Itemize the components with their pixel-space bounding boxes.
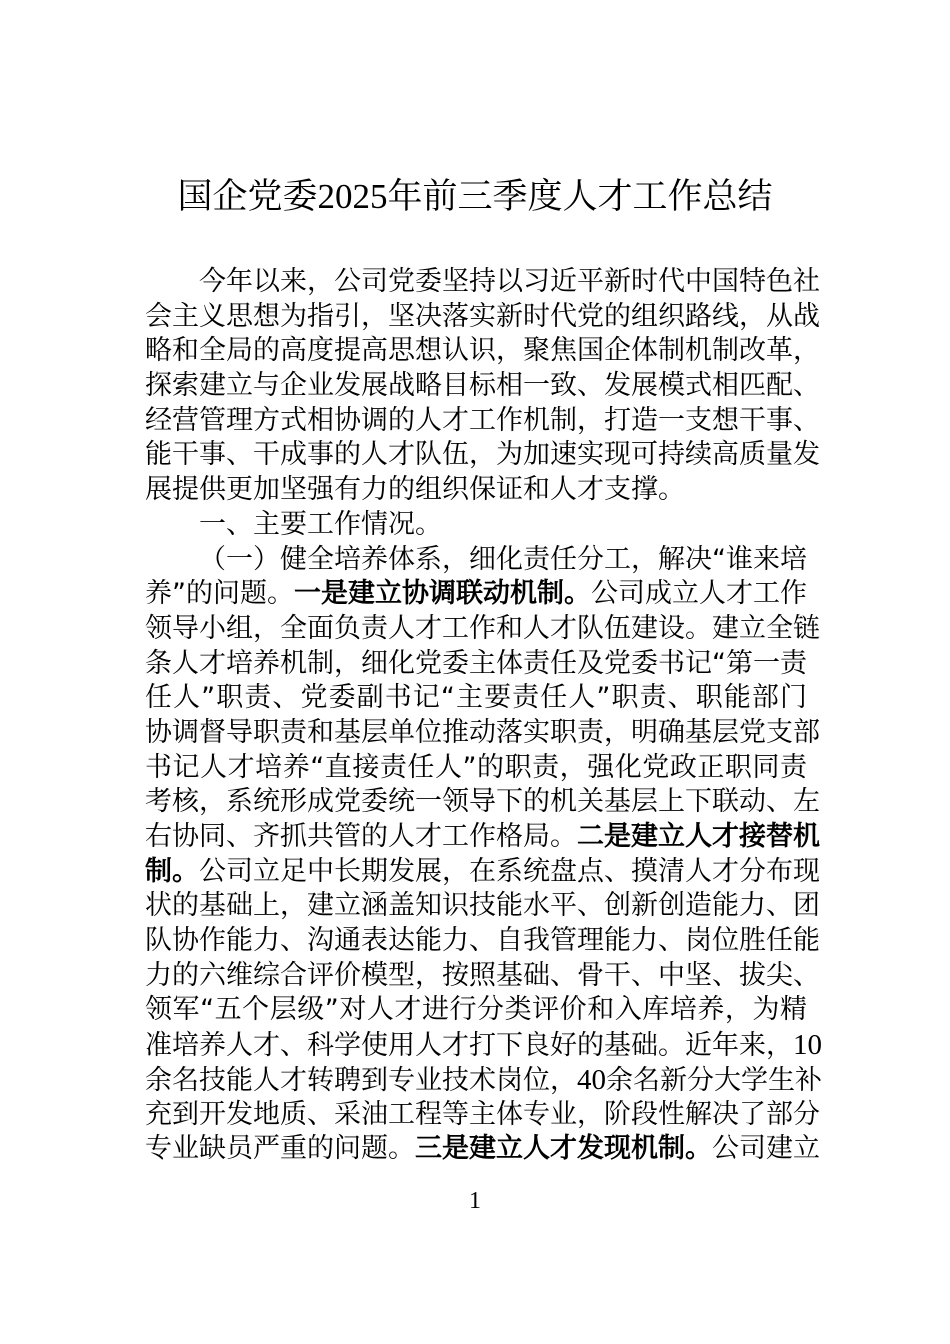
text-line — [145, 681, 807, 716]
text-segment: 力的六维综合评价模型，按照基础、骨干、中坚、拔尖、 — [145, 959, 820, 991]
bold-heading-text: 三是建立人才发现机制。 — [415, 1133, 712, 1165]
text-line — [145, 889, 820, 924]
text-segment: 队协作能力、沟通表达能力、自我管理能力、岗位胜任能 — [145, 925, 820, 957]
document-title — [0, 172, 950, 222]
text-segment: 状的基础上，建立涵盖知识技能水平、创新创造能力、团 — [145, 890, 820, 922]
text-line — [145, 543, 807, 578]
text-segment: 探索建立与企业发展战略目标相一致、发展模式相匹配、 — [145, 370, 820, 402]
text-line — [145, 647, 807, 682]
text-segment: 余名技能人才转聘到专业技术岗位， — [145, 1064, 577, 1096]
text-segment: 10 — [793, 1029, 822, 1062]
text-line — [145, 369, 820, 404]
text-segment: 会主义思想为指引，坚决落实新时代党的组织路线，从战 — [145, 300, 820, 332]
text-line — [145, 924, 820, 959]
text-line — [145, 300, 820, 335]
text-segment: 专业缺员严重的问题。 — [145, 1133, 415, 1165]
text-line — [145, 855, 820, 890]
text-segment: （一）健全培养体系，细化责任分工，解决“谁来培 — [199, 543, 807, 575]
page-number: 1 — [469, 1188, 481, 1214]
document-body — [145, 265, 822, 1167]
text-segment: 准培养人才、科学使用人才打下良好的基础。近年来， — [145, 1030, 793, 1062]
text-line — [145, 751, 807, 786]
text-line — [145, 577, 807, 612]
text-segment: 右协同、齐抓共管的人才工作格局。 — [145, 821, 577, 852]
text-segment: 条人才培养机制，细化党委主体责任及党委书记“第一责 — [145, 647, 807, 679]
text-segment: 领军“五个层级”对人才进行分类评价和入库培养，为精 — [145, 994, 807, 1026]
text-segment: 养”的问题。 — [145, 578, 294, 610]
text-segment: 公司立足中长期发展，在系统盘点、摸清人才分布现 — [199, 855, 820, 887]
text-line — [145, 1098, 820, 1133]
text-segment: 略和全局的高度提高思想认识，聚焦国企体制机制改革， — [145, 335, 820, 367]
text-line — [145, 716, 820, 751]
text-line — [145, 265, 820, 300]
bold-heading-text: 一是建立协调联动机制。 — [294, 578, 591, 610]
text-segment: 充到开发地质、采油工程等主体专业，阶段性解决了部分 — [145, 1098, 820, 1130]
text-line — [145, 993, 807, 1028]
text-segment: 考核，系统形成党委统一领导下的机关基层上下联动、左 — [145, 786, 820, 818]
text-segment: 任人”职责、党委副书记“主要责任人”职责、职能部门 — [145, 682, 807, 714]
text-line — [145, 404, 820, 439]
text-line — [145, 820, 820, 855]
text-segment: 公司建立 — [712, 1133, 820, 1165]
text-line — [145, 1063, 822, 1098]
text-segment: 40 — [577, 1063, 606, 1096]
text-segment: 今年以来，公司党委坚持以习近平新时代中国特色社 — [199, 266, 820, 297]
text-segment: 书记人才培养“直接责任人”的职责，强化党政正职同责 — [145, 751, 807, 783]
text-line — [145, 508, 807, 543]
bold-heading-text: 二是建立人才接替机 — [577, 821, 820, 852]
text-line — [145, 959, 820, 994]
text-segment: 展提供更加坚强有力的组织保证和人才支撑。 — [145, 474, 685, 506]
text-line — [145, 1132, 820, 1167]
text-segment: 能干事、干成事的人才队伍，为加速实现可持续高质量发 — [145, 439, 820, 471]
text-line — [145, 612, 820, 647]
text-line — [145, 334, 820, 369]
text-line — [145, 473, 807, 508]
text-segment: 协调督导职责和基层单位推动落实职责，明确基层党支部 — [145, 716, 820, 748]
title-text: 国企党委 — [177, 177, 318, 217]
text-segment: 经营管理方式相协调的人才工作机制，打造一支想干事、 — [145, 404, 820, 436]
text-line — [145, 785, 820, 820]
text-segment: 一、主要工作情况。 — [199, 508, 442, 540]
text-segment: 公司成立人才工作 — [591, 578, 807, 610]
text-line — [145, 1028, 822, 1063]
bold-heading-text: 制。 — [145, 855, 199, 887]
text-segment: 余名新分大学生补 — [606, 1064, 822, 1096]
title-text: 年前三季度人才工作总结 — [387, 177, 773, 217]
text-segment: 领导小组，全面负责人才工作和人才队伍建设。建立全链 — [145, 612, 820, 644]
text-line — [145, 438, 820, 473]
title-year: 2025 — [317, 177, 388, 216]
